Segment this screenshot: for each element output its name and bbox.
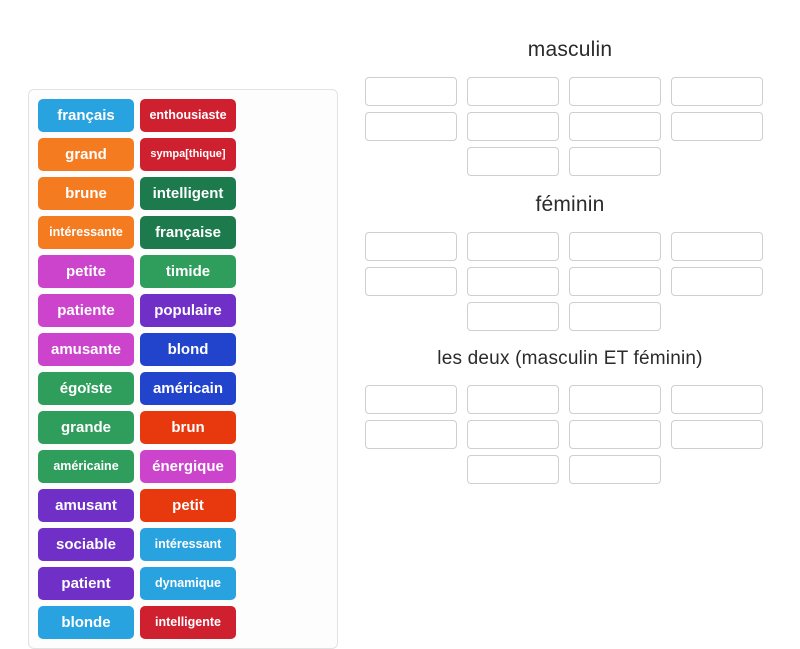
drop-zone-row (360, 264, 768, 299)
word-tile[interactable]: patiente (38, 294, 134, 327)
drop-slot[interactable] (569, 420, 661, 449)
drop-zone-row (360, 382, 768, 417)
word-tile[interactable]: grand (38, 138, 134, 171)
word-tile[interactable]: enthousiaste (140, 99, 236, 132)
drop-slot[interactable] (569, 385, 661, 414)
word-tile[interactable]: sociable (38, 528, 134, 561)
drop-slot[interactable] (569, 455, 661, 484)
drop-slot[interactable] (569, 232, 661, 261)
drop-slot[interactable] (467, 455, 559, 484)
drop-zone-row (360, 417, 768, 452)
word-tile[interactable]: intéressante (38, 216, 134, 249)
drop-slot[interactable] (671, 77, 763, 106)
word-tile[interactable]: brun (140, 411, 236, 444)
word-tile[interactable]: français (38, 99, 134, 132)
drop-slot[interactable] (365, 77, 457, 106)
drop-zone-row (360, 452, 768, 487)
drop-slot[interactable] (569, 267, 661, 296)
drop-slot[interactable] (365, 420, 457, 449)
drop-zone-title: masculin (527, 38, 613, 61)
word-tile[interactable]: intelligent (140, 177, 236, 210)
drop-slot[interactable] (569, 112, 661, 141)
drop-slot[interactable] (365, 267, 457, 296)
word-tile[interactable]: américain (140, 372, 236, 405)
word-tile[interactable]: petite (38, 255, 134, 288)
drop-slot[interactable] (671, 232, 763, 261)
drop-slot[interactable] (365, 112, 457, 141)
drop-zone-title: les deux (masculin ET féminin) (437, 348, 703, 369)
drop-zone-title: féminin (535, 193, 605, 216)
drop-slot[interactable] (671, 267, 763, 296)
drop-slot[interactable] (467, 112, 559, 141)
drop-slot[interactable] (467, 232, 559, 261)
drop-slot[interactable] (569, 77, 661, 106)
drop-slot[interactable] (569, 302, 661, 331)
word-tile[interactable]: amusant (38, 489, 134, 522)
word-tile[interactable]: énergique (140, 450, 236, 483)
drop-zone-group (360, 193, 780, 334)
drop-slot[interactable] (467, 302, 559, 331)
word-tile[interactable]: intelligente (140, 606, 236, 639)
drop-zone-row (360, 229, 768, 264)
drop-zone-group (360, 38, 780, 179)
drop-slot[interactable] (365, 385, 457, 414)
drop-slot[interactable] (467, 77, 559, 106)
word-tile-bank (28, 89, 338, 649)
drop-slot[interactable] (467, 267, 559, 296)
drop-slot[interactable] (467, 420, 559, 449)
word-tile[interactable]: grande (38, 411, 134, 444)
drop-zone-row (360, 144, 768, 179)
word-tile[interactable]: patient (38, 567, 134, 600)
word-tile[interactable]: américaine (38, 450, 134, 483)
drop-zone-group (360, 348, 780, 487)
word-tile[interactable]: française (140, 216, 236, 249)
drop-zone-row (360, 109, 768, 144)
drop-zone-row (360, 299, 768, 334)
word-tile[interactable]: amusante (38, 333, 134, 366)
drop-zone-row (360, 74, 768, 109)
word-tile[interactable]: dynamique (140, 567, 236, 600)
drop-zone-columns (360, 38, 780, 501)
word-tile[interactable]: brune (38, 177, 134, 210)
drop-slot[interactable] (671, 420, 763, 449)
drop-slot[interactable] (671, 112, 763, 141)
word-tile[interactable]: populaire (140, 294, 236, 327)
drop-slot[interactable] (467, 147, 559, 176)
word-tile[interactable]: timide (140, 255, 236, 288)
word-tile[interactable]: sympa[thique] (140, 138, 236, 171)
drop-slot[interactable] (569, 147, 661, 176)
word-tile[interactable]: intéressant (140, 528, 236, 561)
word-tile[interactable]: égoïste (38, 372, 134, 405)
word-tile[interactable]: blonde (38, 606, 134, 639)
drop-slot[interactable] (467, 385, 559, 414)
word-tile-grid (35, 96, 332, 642)
drop-slot[interactable] (365, 232, 457, 261)
drop-slot[interactable] (671, 385, 763, 414)
word-tile[interactable]: petit (140, 489, 236, 522)
word-tile[interactable]: blond (140, 333, 236, 366)
